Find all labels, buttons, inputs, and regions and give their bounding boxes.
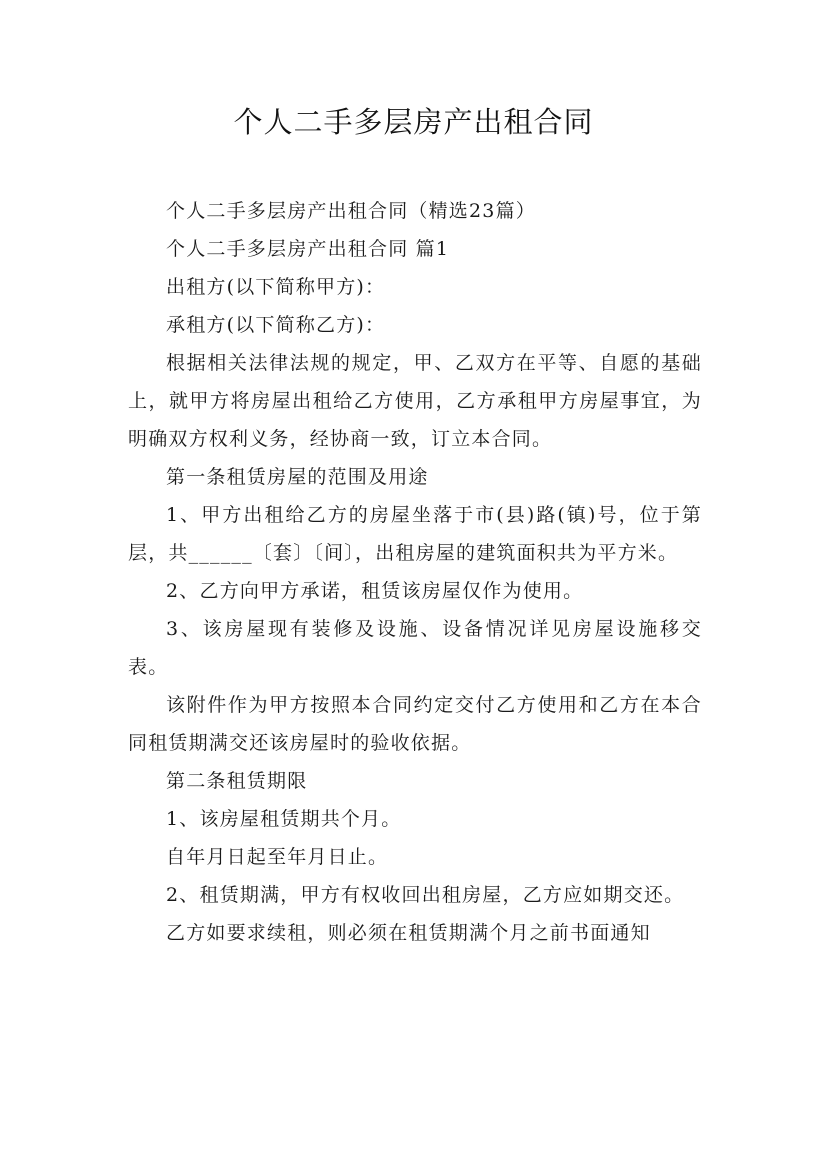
paragraph-article-2-item-1: 1、该房屋租赁期共个月。 [166, 808, 402, 830]
paragraph-preamble: 根据相关法律法规的规定，甲、乙双方在平等、自愿的基础上，就甲方将房屋出租给乙方使用，乙方承租甲方房屋事宜，为明确双方权利义务，经协商一致，订立本合同。 [128, 352, 702, 450]
paragraph-section-heading: 个人二手多层房产出租合同 篇1 [166, 238, 450, 260]
paragraph-lease-dates: 自年月日起至年月日止。 [166, 846, 389, 868]
paragraph-lessor: 出租方(以下简称甲方)： [166, 276, 386, 298]
paragraph-article-1-item-3: 3、该房屋现有装修及设施、设备情况详见房屋设施移交表。 [128, 618, 702, 678]
paragraph-subtitle: 个人二手多层房产出租合同（精选23篇） [166, 200, 536, 222]
paragraph-article-1-item-1: 1、甲方出租给乙方的房屋坐落于市(县)路(镇)号，位于第层，共______〔套〕〔间〕，出租房屋的建筑面积共为平方米。 [128, 504, 702, 564]
document-body [128, 192, 702, 952]
paragraph-annex-note: 该附件作为甲方按照本合同约定交付乙方使用和乙方在本合同租赁期满交还该房屋时的验收依据。 [128, 694, 702, 754]
paragraph-article-1-heading: 第一条租赁房屋的范围及用途 [166, 466, 429, 488]
paragraph-article-2-item-2: 2、租赁期满，甲方有权收回出租房屋，乙方应如期交还。 [166, 884, 685, 906]
paragraph-lessee: 承租方(以下简称乙方)： [166, 314, 386, 336]
paragraph-article-2-heading: 第二条租赁期限 [166, 770, 308, 792]
document-title: 个人二手多层房产出租合同 [233, 105, 594, 139]
paragraph-renewal: 乙方如要求续租，则必须在租赁期满个月之前书面通知 [166, 922, 651, 944]
paragraph-article-1-item-2: 2、乙方向甲方承诺，租赁该房屋仅作为使用。 [166, 580, 584, 602]
